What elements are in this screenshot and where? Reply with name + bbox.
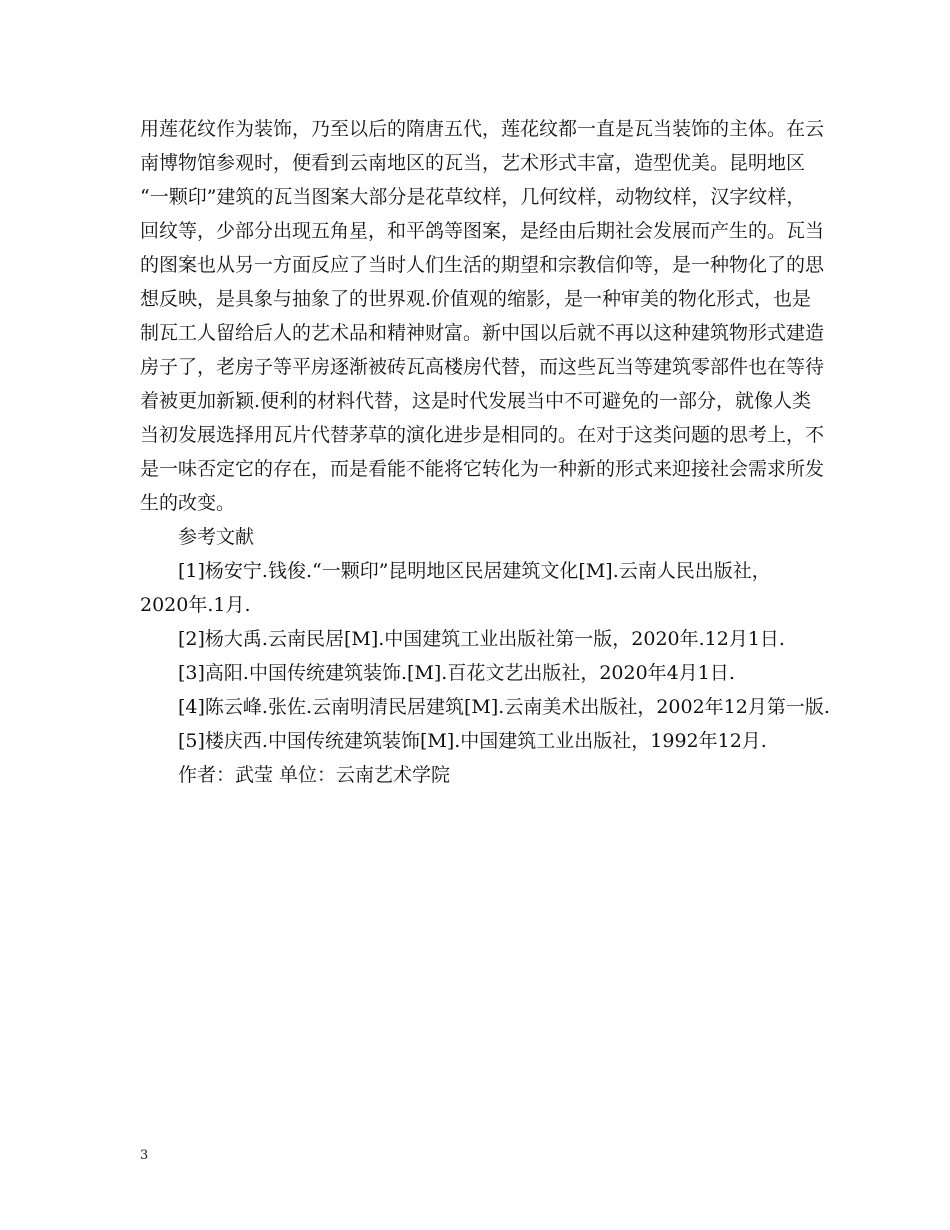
- reference-item: [140, 554, 830, 622]
- reference-item: [140, 622, 830, 656]
- reference-item: [140, 656, 830, 690]
- page-number: 3: [140, 1148, 149, 1163]
- paragraph-line: 当初发展选择用瓦片代替茅草的演化进步是相同的。在对于这类问题的思考上，不: [140, 424, 825, 446]
- reference-text: [2]杨大禹.云南民居[M].中国建筑工业出版社第一版，2020年.12月1日.: [178, 628, 785, 650]
- reference-item: [140, 690, 830, 724]
- paragraph-line: 制瓦工人留给后人的艺术品和精神财富。新中国以后就不再以这种建筑物形式建造: [140, 322, 825, 344]
- reference-text: [4]陈云峰.张佐.云南明清民居建筑[M].云南美术出版社，2002年12月第一版.: [178, 696, 830, 718]
- references-heading: 参考文献: [178, 526, 255, 548]
- reference-text: [1]杨安宁.钱俊.“一颗印”昆明地区民居建筑文化[M].云南人民出版社，: [178, 560, 771, 582]
- paragraph-line: “一颗印”建筑的瓦当图案大部分是花草纹样，几何纹样，动物纹样，汉字纹样，: [140, 186, 806, 208]
- reference-text: [3]高阳.中国传统建筑装饰.[M].百花文艺出版社，2020年4月1日.: [178, 662, 735, 684]
- paragraph-line: 生的改变。: [140, 492, 236, 514]
- reference-text: [5]楼庆西.中国传统建筑装饰[M].中国建筑工业出版社，1992年12月.: [178, 730, 767, 752]
- paragraph-line: 着被更加新颖.便利的材料代替，这是时代发展当中不可避免的一部分，就像人类: [140, 390, 812, 412]
- body-text: [140, 112, 830, 792]
- reference-continuation: 2020年.1月.: [140, 594, 251, 616]
- paragraph-line: 回纹等，少部分出现五角星，和平鸽等图案，是经由后期社会发展而产生的。瓦当: [140, 220, 825, 242]
- paragraph-line: 房子了，老房子等平房逐渐被砖瓦高楼房代替，而这些瓦当等建筑零部件也在等待: [140, 356, 825, 378]
- paragraph-line: 是一味否定它的存在，而是看能不能将它转化为一种新的形式来迎接社会需求所发: [140, 458, 825, 480]
- paragraph-line: 想反映，是具象与抽象了的世界观.价值观的缩影，是一种审美的物化形式，也是: [140, 288, 812, 310]
- paragraph-line: 南博物馆参观时，便看到云南地区的瓦当，艺术形式丰富，造型优美。昆明地区: [140, 152, 806, 174]
- paragraph-line: 用莲花纹作为装饰，乃至以后的隋唐五代，莲花纹都一直是瓦当装饰的主体。在云: [140, 118, 825, 140]
- body-paragraph: [140, 112, 830, 520]
- paragraph-line: 的图案也从另一方面反应了当时人们生活的期望和宗教信仰等，是一种物化了的思: [140, 254, 825, 276]
- reference-item: [140, 724, 830, 758]
- author-line: 作者：武莹 单位：云南艺术学院: [178, 764, 451, 786]
